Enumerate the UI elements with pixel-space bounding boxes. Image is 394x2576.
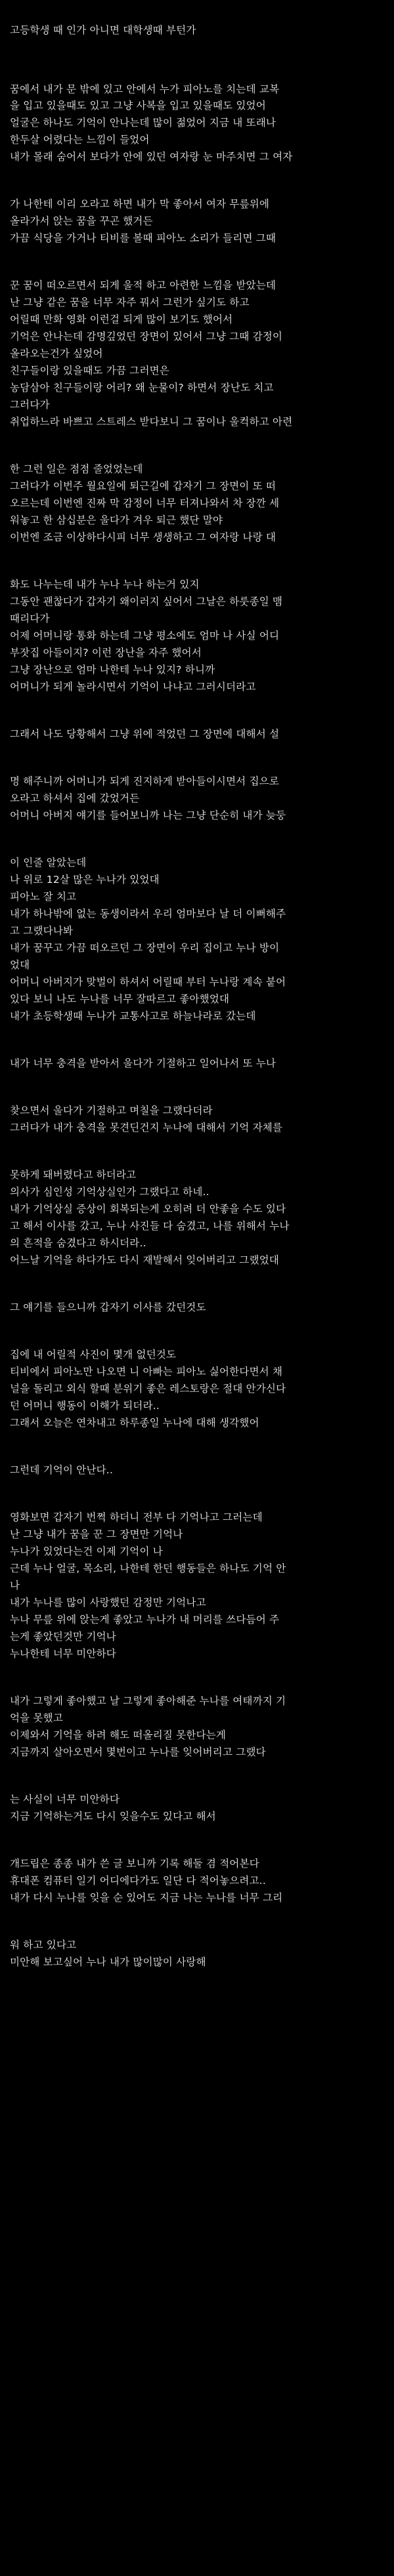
post-line: 고 해서 이사를 갔고, 누나 사진들 다 숨겼고, 나를 위해서 누나 (10, 1220, 290, 1232)
post-line: 피아노 잘 치고 (10, 891, 77, 903)
post-line: 고등학생 때 인가 아니면 대학생때 부턴가 (10, 24, 196, 36)
post-line: 얼굴은 하나도 기억이 안나는데 많이 젊었어 지금 내 또래나 (10, 117, 276, 129)
post-line: 그런데 기억이 안난다.. (10, 1464, 114, 1476)
post-line: 그냥 장난으로 엄마 나한테 누나 있지? 하니까 (10, 664, 215, 676)
post-line: 화도 나누는데 내가 누나 누나 하는거 있지 (10, 579, 200, 590)
post-line: 내가 하나밖에 없는 동생이라서 우리 엄마보다 날 더 이뻐해주 (10, 908, 286, 920)
post-line: 내가 너무 충격을 받아서 울다가 기절하고 일어나서 또 누나 (10, 1057, 276, 1069)
post-line: 는게 좋았던것만 기억나 (10, 1631, 116, 1643)
post-line: 티비에서 피아노만 나오면 니 아빠는 피아노 싫어한다면서 채 (10, 1366, 283, 1378)
post-line: 올라오는건가 싶었어 (10, 348, 103, 359)
post-line: 농담삼아 친구들이랑 어리? 왜 눈물이? 하면서 장난도 치고 (10, 382, 274, 394)
post-line: 부잣집 아들이지? 이런 장난을 자주 했어서 (10, 647, 202, 659)
post-line: 누나 무릎 위에 앉는게 좋았고 누나가 내 머리를 쓰다듬어 주 (10, 1614, 280, 1625)
post-line: 을 입고 있을때도 있고 그냥 사복을 입고 있을때도 있었어 (10, 100, 266, 112)
post-line: 근데 누나 얼굴, 목소리, 나한테 한던 행동들은 하나도 기억 안 (10, 1563, 286, 1574)
post-line: 나 (10, 1580, 20, 1591)
post-line: 때리다가 (10, 613, 50, 624)
post-line: 그래서 나도 당황해서 그냥 위에 적었던 그 장면에 대해서 설 (10, 728, 280, 740)
post-line: 널을 돌리고 외식 할때 분위기 좋은 레스토랑은 절대 안가신다 (10, 1383, 286, 1395)
post-line: 누나가 있었다는건 이제 기억이 나 (10, 1545, 163, 1557)
post-line: 휴대폰 컴퓨터 일기 어디에다가도 일단 다 적어놓으려고.. (10, 1875, 266, 1887)
post-line: 가끔 식당을 가거나 티비를 볼때 피아노 소리가 들리면 그때 (10, 232, 276, 244)
post-line: 는 사실이 너무 미안하다 (10, 1793, 120, 1805)
post-line: 꾼 꿈이 떠오르면서 되게 울적 하고 아련한 느낌을 받았는데 (10, 279, 276, 291)
post-line: 내가 다시 누나를 잊을 순 있어도 지금 나는 누나를 너무 그리 (10, 1892, 283, 1904)
post-line: 지금까지 살아오면서 몇번이고 누나를 잊어버리고 그랬다 (10, 1746, 266, 1758)
post-line: 그동안 괜찮다가 갑자기 왜이러지 싶어서 그날은 하룻종일 맴 (10, 596, 283, 607)
post-line: 내가 몰래 숨어서 보다가 안에 있던 여자랑 눈 마주치면 그 여자 (10, 151, 293, 163)
post-line: 오르는데 이번엔 진짜 막 감정이 너무 터져나와서 차 장깐 세 (10, 497, 280, 509)
post-line: 있다 보니 나도 누나를 너무 잘따르고 좋아했었대 (10, 993, 230, 1005)
post-line: 찾으면서 울다가 기절하고 며칠을 그랬다더라 (10, 1105, 213, 1116)
post-line: 던 어머니 행동이 이해가 되더라.. (10, 1400, 160, 1412)
post-line: 올라가서 앉는 꿈을 꾸곤 했거든 (10, 215, 153, 227)
post-line: 못하게 돼버렸다고 하더라고 (10, 1169, 137, 1181)
post-line: 었대 (10, 959, 30, 971)
post-line: 그래서 오늘은 연차내고 하루종일 누나에 대해 생각했어 (10, 1417, 259, 1429)
post-line: 내가 기억상실 증상이 회복되는게 오히려 더 안좋을 수도 있다 (10, 1203, 286, 1215)
post-line: 워 하고 있다고 (10, 1939, 77, 1951)
post-line: 나 위로 12살 많은 누나가 있었대 (10, 874, 160, 886)
post-line: 그러다가 내가 충격을 못견딘건지 누나에 대해서 기억 자체를 (10, 1122, 283, 1134)
post-line: 지금 기억하는거도 다시 잊을수도 있다고 해서 (10, 1810, 216, 1822)
post-line: 친구들이랑 있을때도 가끔 그러면은 (10, 365, 169, 377)
post-line: 의사가 심인성 기억상실인가 그랬다고 하네.. (10, 1186, 209, 1198)
post-line: 어머니 아버지 얘기를 들어보니까 나는 그냥 단순히 내가 늦둥 (10, 809, 286, 821)
post-line: 그러다가 (10, 399, 50, 411)
post-line: 이번엔 조금 이상하다시피 너무 생생하고 그 여자랑 나랑 대 (10, 531, 276, 543)
post-line: 누나한테 너무 미안하다 (10, 1648, 116, 1660)
post-line: 내가 누나를 많이 사랑했던 감정만 기억나고 (10, 1597, 206, 1608)
post-line: 그러다가 이번주 월요일에 퇴근길에 갑자기 그 장면이 또 떠 (10, 480, 276, 492)
post-line: 억을 못했고 (10, 1712, 63, 1724)
post-line: 어제 어머니랑 통화 하는데 그냥 평소에도 엄마 나 사실 어디 (10, 630, 280, 642)
post-line: 가 나한테 이리 오라고 하면 내가 막 좋아서 여자 무릎위에 (10, 198, 270, 210)
post-line: 꿈에서 내가 문 밖에 있고 안에서 누가 피아노를 치는데 교복 (10, 83, 280, 95)
post-line: 내가 꿈꾸고 가끔 떠오르던 그 장면이 우리 집이고 누나 방이 (10, 942, 280, 954)
post-line: 난 그냥 내가 꿈을 꾼 그 장면만 기억나 (10, 1528, 183, 1540)
post-line: 영화보면 갑자기 번쩍 하더니 전부 다 기억나고 그러는데 (10, 1511, 263, 1523)
post-line: 한 그런 일은 점점 줄었었는데 (10, 463, 143, 475)
post-line: 한두살 어렸다는 느낌이 들었어 (10, 134, 150, 146)
post-line: 고 그랬다나봐 (10, 925, 74, 937)
post-line: 난 그냥 같은 꿈을 너무 자주 꿔서 그런가 싶기도 하고 (10, 296, 250, 308)
post-line: 명 해주니까 어머니가 되게 진지하게 받아들이시면서 집으로 (10, 775, 280, 787)
post-line: 어머니 아버지가 맞벌이 하셔서 어릴때 부터 누나랑 계속 붙어 (10, 976, 286, 988)
post-line: 어릴때 만화 영화 이런걸 되게 많이 보기도 했어서 (10, 314, 233, 325)
post-line: 이제와서 기억을 하려 해도 떠올리질 못한다는게 (10, 1729, 227, 1741)
post-line: 기억은 안나는데 감명깊었던 장면이 있어서 그냥 그때 감정이 (10, 331, 283, 342)
post-line: 의 흔적을 숨겼다고 하시더라.. (10, 1237, 146, 1249)
post-line: 오라고 하셔서 집에 갔었거든 (10, 792, 140, 804)
post-line: 취업하느라 바쁘고 스트레스 받다보니 그 꿈이나 울컥하고 아련 (10, 416, 293, 428)
post-line: 내가 그렇게 좋아했고 날 그렇게 좋아해준 누나를 여태까지 기 (10, 1695, 286, 1707)
post-line: 이 인줄 알았는데 (10, 857, 87, 869)
post-line: 개드립은 종종 내가 쓴 글 보니까 기록 해둘 겸 적어본다 (10, 1858, 259, 1870)
post-line: 워놓고 한 삼십분은 울다가 겨우 퇴근 했단 말야 (10, 514, 223, 526)
post-line: 집에 내 어릴적 사진이 몇개 없던것도 (10, 1349, 177, 1360)
post-line: 어머니가 되게 놀라시면서 기억이 나냐고 그러시더라고 (10, 681, 256, 693)
post-line: 그 얘기를 들으니까 갑자기 이사를 갔던것도 (10, 1301, 206, 1313)
post-line: 미안해 보고싶어 누나 내가 많이많이 사랑해 (10, 1956, 206, 1968)
post-line: 어느날 기억을 하다가도 다시 재발해서 잊어버리고 그랬었대 (10, 1254, 280, 1266)
post-line: 내가 초등학생때 누나가 교통사고로 하늘나라로 갔는데 (10, 1010, 256, 1022)
